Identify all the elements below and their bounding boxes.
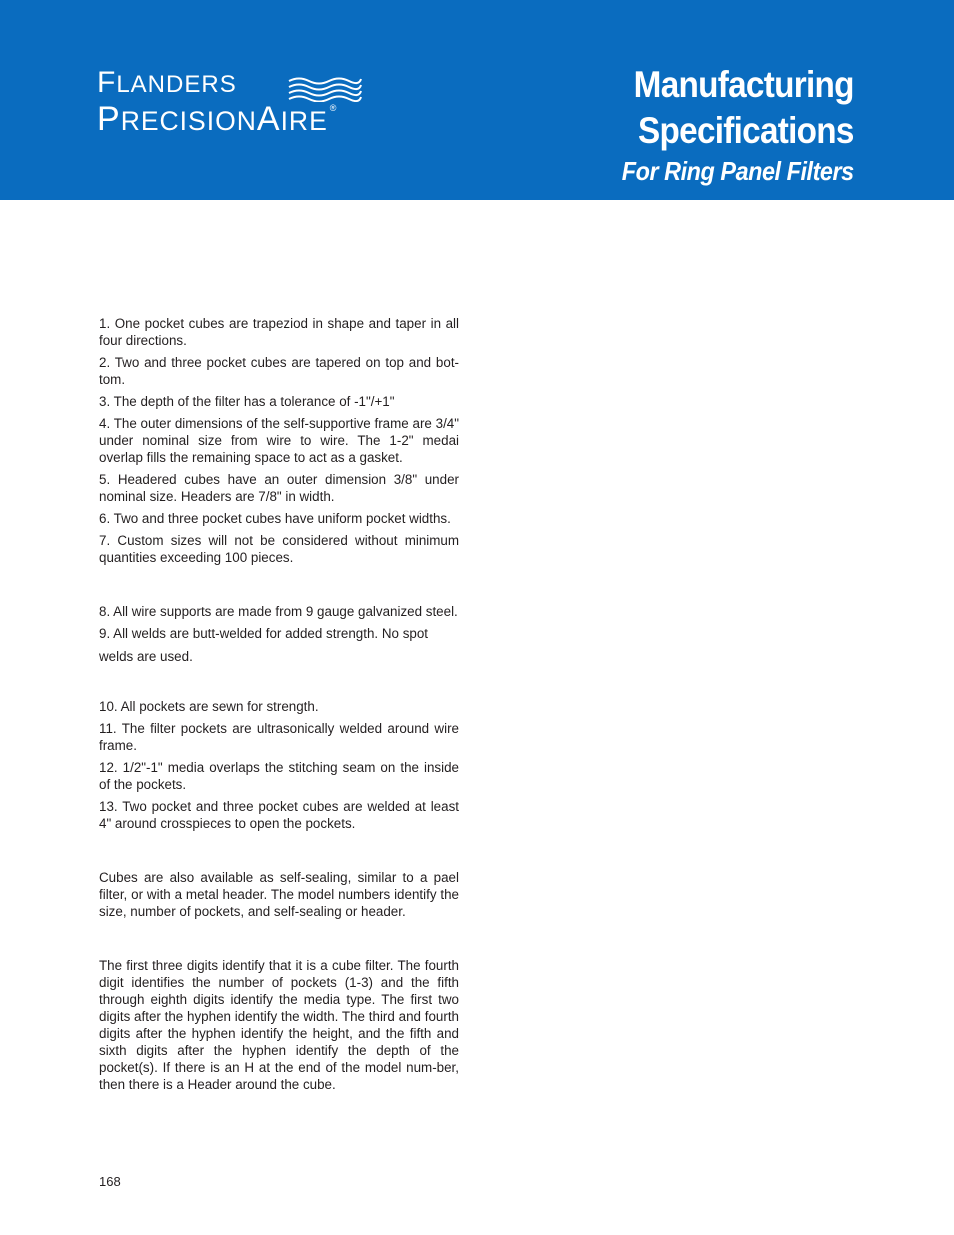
header-banner bbox=[0, 0, 954, 200]
logo-rest: IRE bbox=[280, 106, 328, 136]
section-gap bbox=[99, 925, 459, 957]
page-title bbox=[596, 62, 854, 186]
logo-initial: A bbox=[256, 100, 281, 138]
title-line-1: Manufacturing bbox=[633, 64, 854, 105]
spec-item: 12. 1/2"-1" media overlaps the stitching seam on the inside of the pockets. bbox=[99, 760, 459, 792]
section-gap bbox=[99, 571, 459, 603]
spec-item: 2. Two and three pocket cubes are tapered on top and bot-tom. bbox=[99, 355, 459, 387]
logo-rest: RECISION bbox=[120, 106, 257, 136]
spec-item: 1. One pocket cubes are trapeziod in shape and taper in all four directions. bbox=[99, 316, 459, 348]
logo-rest: LANDERS bbox=[116, 71, 237, 98]
spec-item: 4. The outer dimensions of the self-supportive frame are 3/4" under nominal size from wire to wire. The 1-2" medai overlap fills the remaining space to act as a gasket. bbox=[99, 416, 459, 465]
spec-item: 6. Two and three pocket cubes have uniform pocket widths. bbox=[99, 511, 451, 526]
paragraph-model-numbers: The first three digits identify that it is a cube filter. The fourth digit identifies the number of pockets (1-3) and the fifth through eighth digits identify the media type. The first two digits after the hyphen identify the width. The third and fourth digits after the hyphen identify the height, and the fifth and sixth digits after the hyphen identify the depth of the pocket(s). If there is an H at the end of the model num-ber, then there is a Header around the cube. bbox=[99, 958, 459, 1092]
logo-initial: P bbox=[97, 100, 121, 138]
section-gap bbox=[99, 837, 459, 869]
airflow-waves-icon bbox=[287, 76, 363, 102]
page-number: 168 bbox=[99, 1174, 121, 1189]
spec-item: 9. All welds are butt-welded for added strength. No spot bbox=[99, 626, 429, 641]
logo-initial: F bbox=[97, 66, 117, 99]
section-wire bbox=[99, 603, 459, 665]
page-subtitle: For Ring Panel Filters bbox=[622, 156, 854, 186]
paragraph-availability: Cubes are also available as self-sealing, similar to a pael filter, or with a metal header. The model numbers identify the size, number of pockets, and self-sealing or header. bbox=[99, 870, 459, 919]
spec-item: welds are used. bbox=[99, 649, 193, 664]
spec-item: 8. All wire supports are made from 9 gauge galvanized steel. bbox=[99, 604, 458, 619]
spec-item: 5. Headered cubes have an outer dimension 3/8" under nominal size. Headers are 7/8" in width. bbox=[99, 472, 459, 504]
spec-content bbox=[99, 315, 459, 1098]
section-pockets bbox=[99, 698, 459, 832]
logo-line-precisionaire bbox=[97, 102, 337, 136]
section-gap bbox=[99, 670, 459, 698]
section-dimensions bbox=[99, 315, 459, 566]
spec-item: 7. Custom sizes will not be considered without minimum quantities exceeding 100 pieces. bbox=[99, 533, 459, 565]
spec-item: 3. The depth of the filter has a tolerance of -1"/+1" bbox=[99, 394, 395, 409]
spec-item: 11. The filter pockets are ultrasonically welded around wire frame. bbox=[99, 721, 459, 753]
title-line-2: Specifications bbox=[638, 110, 854, 151]
spec-item: 13. Two pocket and three pocket cubes are welded at least 4" around crosspieces to open the pockets. bbox=[99, 799, 459, 831]
spec-item: 10. All pockets are sewn for strength. bbox=[99, 699, 319, 714]
registered-mark: ® bbox=[329, 103, 338, 113]
